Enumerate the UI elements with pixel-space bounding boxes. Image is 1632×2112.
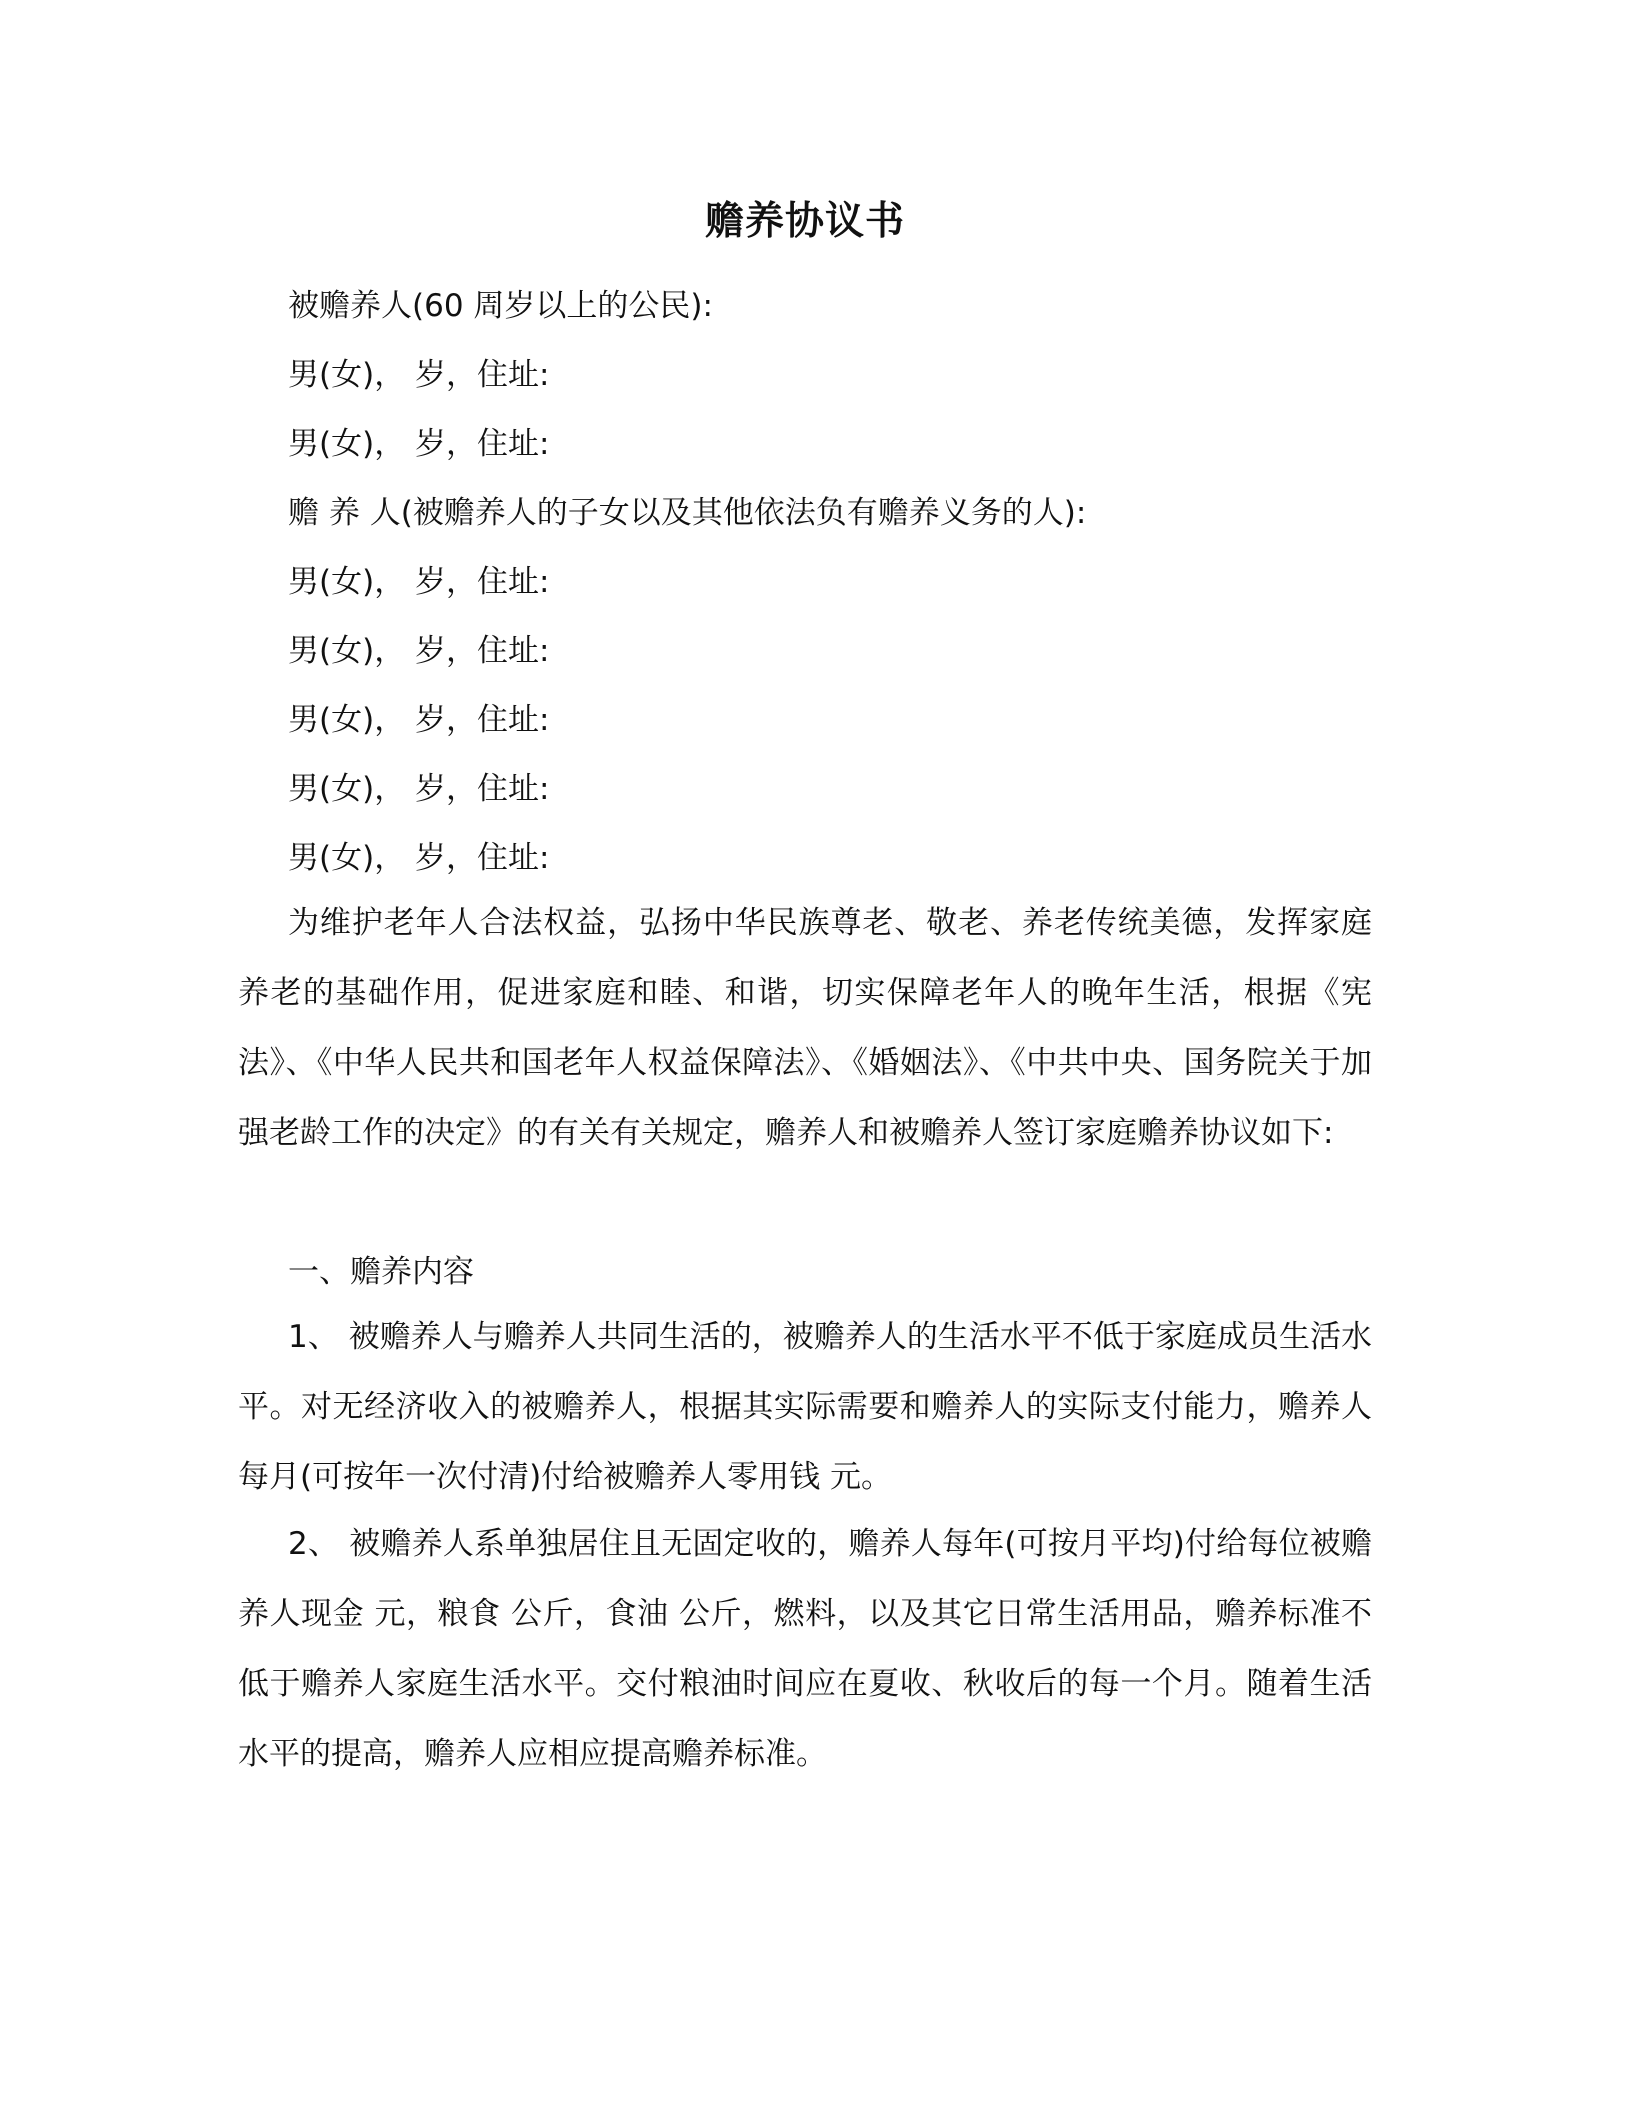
section-1-heading: 一、赡养内容 — [288, 1254, 474, 1290]
supporter-row-5: 男(女)， 岁，住址: — [288, 840, 550, 876]
supporter-row-4: 男(女)， 岁，住址: — [288, 771, 550, 807]
supporter-row-1: 男(女)， 岁，住址: — [288, 564, 550, 600]
supporter-heading: 赡 养 人(被赡养人的子女以及其他依法负有赡养义务的人): — [288, 495, 1087, 531]
clause-1-paragraph: 1、 被赡养人与赡养人共同生活的，被赡养人的生活水平不低于家庭成员生活水平。对无经济收入的被赡养人，根据其实际需要和赡养人的实际支付能力，赡养人每月(可按年一次付清)付给被赡养人零用钱 元。 — [238, 1319, 1372, 1495]
supporter-row-2: 男(女)， 岁，住址: — [288, 633, 550, 669]
supported-heading: 被赡养人(60 周岁以上的公民): — [288, 288, 713, 324]
supported-row-1: 男(女)， 岁，住址: — [288, 357, 550, 393]
preamble-paragraph: 为维护老年人合法权益，弘扬中华民族尊老、敬老、养老传统美德，发挥家庭养老的基础作用，促进家庭和睦、和谐，切实保障老年人的晚年生活，根据《宪法》、《中华人民共和国老年人权益保障法》、《婚姻法》、《中共中央、国务院关于加强老龄工作的决定》的有关有关规定，赡养人和被赡养人签订家庭赡养协议如下: — [238, 905, 1372, 1151]
supporter-row-3: 男(女)， 岁，住址: — [288, 702, 550, 738]
clause-2-paragraph: 2、 被赡养人系单独居住且无固定收的，赡养人每年(可按月平均)付给每位被赡养人现金 元，粮食 公斤，食油 公斤，燃料，以及其它日常生活用品，赡养标准不低于赡养人家庭生活水平。交付粮油时间应在夏收、秋收后的每一个月。随着生活水平的提高，赡养人应相应提高赡养标准。 — [238, 1526, 1372, 1772]
document-title: 赡养协议书 — [704, 199, 905, 244]
supported-row-2: 男(女)， 岁，住址: — [288, 426, 550, 462]
